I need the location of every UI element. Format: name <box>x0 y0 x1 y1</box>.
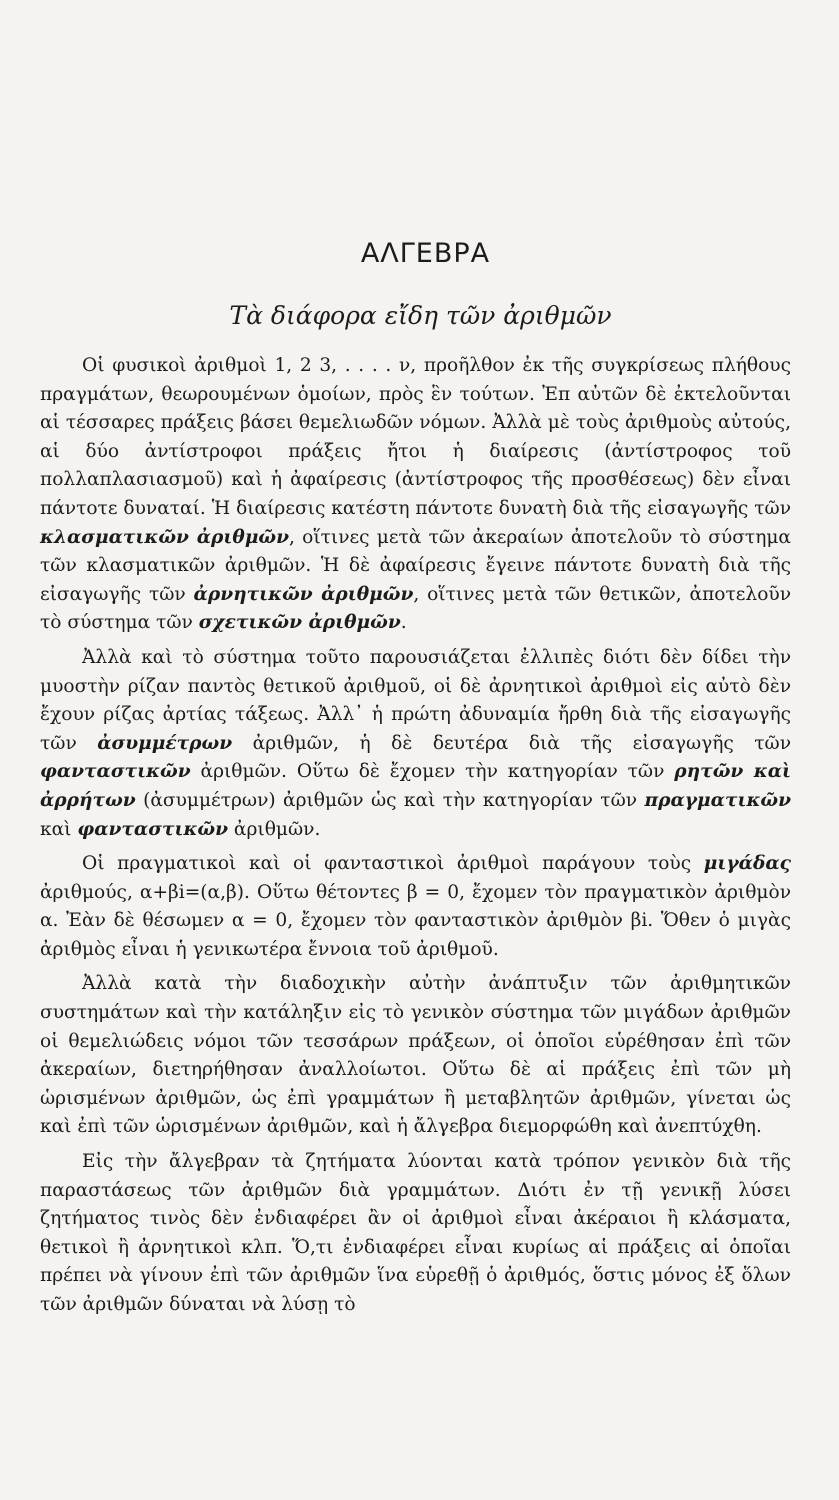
paragraph <box>40 352 791 638</box>
emphasis-term: μιγάδας <box>703 853 791 875</box>
text-span: ἀριθμούς, α+βi=(α,β). Οὕτω θέτοντες β = 0, ἔχομεν τὸν πραγματικὸν ἀριθμὸν α. Ἐὰν δὲ θέσωμεν α = 0, ἔχομεν τὸν φανταστικὸν ἀριθμὸν βi. Ὅθεν ὁ μιγὰς ἀριθμὸς εἶναι ἡ γενικωτέρα ἔννοια τοῦ ἀριθμοῦ. <box>40 881 791 960</box>
emphasis-term: ἀσυμμέτρων <box>97 732 233 754</box>
text-span: Ἀλλὰ κατὰ τὴν διαδοχικὴν αὐτὴν ἀνάπτυξιν τῶν ἀριθμητικῶν συστημάτων καὶ τὴν κατάληξιν εἰς τὸ γενικὸν σύστημα τῶν μιγάδων ἀριθμῶν οἱ θεμελιώδεις νόμοι τῶν τεσσάρων πράξεων, οἱ ὁποῖοι εὑρέθησαν ἐπὶ τῶν ἀκεραίων, διετηρήθησαν ἀναλλοίωτοι. Οὕτω δὲ αἱ πράξεις ἐπὶ τῶν μὴ ὡρισμένων ἀριθμῶν, ὡς ἐπὶ γραμμάτων ἢ μεταβλητῶν ἀριθμῶν, γίνεται ὡς καὶ ἐπὶ τῶν ὡρισμένων ἀριθμῶν, καὶ ἡ ἄλγεβρα διεμορφώθη καὶ ἀνεπτύχθη. <box>40 973 791 1138</box>
paragraph <box>40 644 791 844</box>
emphasis-term: πραγματικῶν <box>644 789 791 811</box>
text-span: Οἱ πραγματικοὶ καὶ οἱ φανταστικοὶ ἀριθμοὶ παράγουν τοὺς <box>82 853 704 875</box>
emphasis-term: φανταστικῶν <box>77 818 229 840</box>
paragraph <box>40 850 791 964</box>
emphasis-term: φανταστικῶν <box>40 761 191 783</box>
emphasis-term: κλασματικῶν ἀριθμῶν <box>40 526 290 548</box>
paragraph <box>40 970 791 1142</box>
text-span: (ἀσυμμέτρων) ἀριθμῶν ὡς καὶ τὴν κατηγορίαν τῶν <box>135 789 645 811</box>
text-span: Ἀλλὰ καὶ τὸ σύστημα τοῦτο παρουσιάζεται ἐλλιπὲς διότι δὲν δίδει τὴν μυοστὴν ρίζαν παντὸς θετικοῦ ἀριθμοῦ, οἱ δὲ ἀρνητικοὶ ἀριθμοὶ εἰς αὐτὸ δὲν ἔχουν ρίζας ἀρτίας τάξεως. Ἀλλ᾽ ἡ πρώτη ἀδυναμία ἤρθη διὰ τῆς εἰσαγωγῆς τῶν <box>40 646 791 754</box>
section-subtitle: Τὰ διάφορα εἴδη τῶν ἀριθμῶν <box>229 301 612 330</box>
text-span: καὶ <box>40 818 78 840</box>
text-span: ἀριθμῶν. Οὕτω δὲ ἔχομεν τὴν κατηγορίαν τῶν <box>190 761 675 783</box>
text-span: , οἵτινες μετὰ τῶν ἀκεραίων ἀποτελοῦν τὸ σύστημα τῶν κλασματικῶν ἀριθμῶν. Ἡ δὲ ἀφαίρεσις ἔγεινε πάντοτε δυνατὴ διὰ τῆς εἰσαγωγῆς τῶν <box>40 526 791 605</box>
emphasis-term: ἀρνητικῶν ἀριθμῶν <box>193 583 414 605</box>
text-span: ἀριθμῶν. <box>228 818 321 840</box>
text-span: ἀριθμῶν, ἡ δὲ δευτέρα διὰ τῆς εἰσαγωγῆς τῶν <box>232 732 791 754</box>
emphasis-term: ρητῶν καὶ ἀρρήτων <box>40 761 791 811</box>
emphasis-term: σχετικῶν ἀριθμῶν <box>198 612 401 634</box>
text-span: Εἰς τὴν ἄλγεβραν τὰ ζητήματα λύονται κατὰ τρόπον γενικὸν διὰ τῆς παραστάσεως τῶν ἀριθμῶν διὰ γραμμάτων. Διότι ἐν τῇ γενικῇ λύσει ζητήματος τινὸς δὲν ἐνδιαφέρει ἂν οἱ ἀριθμοὶ εἶναι ἀκέραιοι ἢ κλάσματα, θετικοὶ ἢ ἀρνητικοὶ κλπ. Ὅ,τι ἐνδιαφέρει εἶναι κυρίως αἱ πράξεις αἱ ὁποῖαι πρέπει νὰ γίνουν ἐπὶ τῶν ἀριθμῶν ἵνα εὑρεθῇ ὁ ἀριθμός, ὅστις μόνος ἐξ ὅλων τῶν ἀριθμῶν δύναται νὰ λύσῃ τὸ <box>40 1151 791 1315</box>
text-span: , οἵτινες μετὰ τῶν θετικῶν, ἀποτελοῦν τὸ σύστημα τῶν <box>40 583 792 634</box>
paragraph <box>40 1148 791 1320</box>
text-span: . <box>400 612 407 634</box>
text-span: Οἱ φυσικοὶ ἀριθμοὶ 1, 2 3, . . . . ν, προῆλθον ἐκ τῆς συγκρίσεως πλήθους πραγμάτων, θεωρουμένων ὁμοίων, πρὸς ἓν τούτων. Ἐπ αὐτῶν δὲ ἐκτελοῦνται αἱ τέσσαρες πράξεις βάσει θεμελιωδῶν νόμων. Ἀλλὰ μὲ τοὺς ἀριθμοὺς αὐτούς, αἱ δύο ἀντίστροφοι πράξεις ἤτοι ἡ διαίρεσις (ἀντίστροφος τοῦ πολλαπλασιασμοῦ) καὶ ἡ ἀφαίρεσις (ἀντίστροφος τῆς προσθέσεως) δὲν εἶναι πάντοτε δυναταί. Ἡ διαίρεσις κατέστη πάντοτε δυνατὴ διὰ τῆς εἰσαγωγῆς τῶν <box>40 355 791 519</box>
body-text <box>40 352 791 1320</box>
page-title: ΑΛΓΕΒΡΑ <box>360 238 491 269</box>
